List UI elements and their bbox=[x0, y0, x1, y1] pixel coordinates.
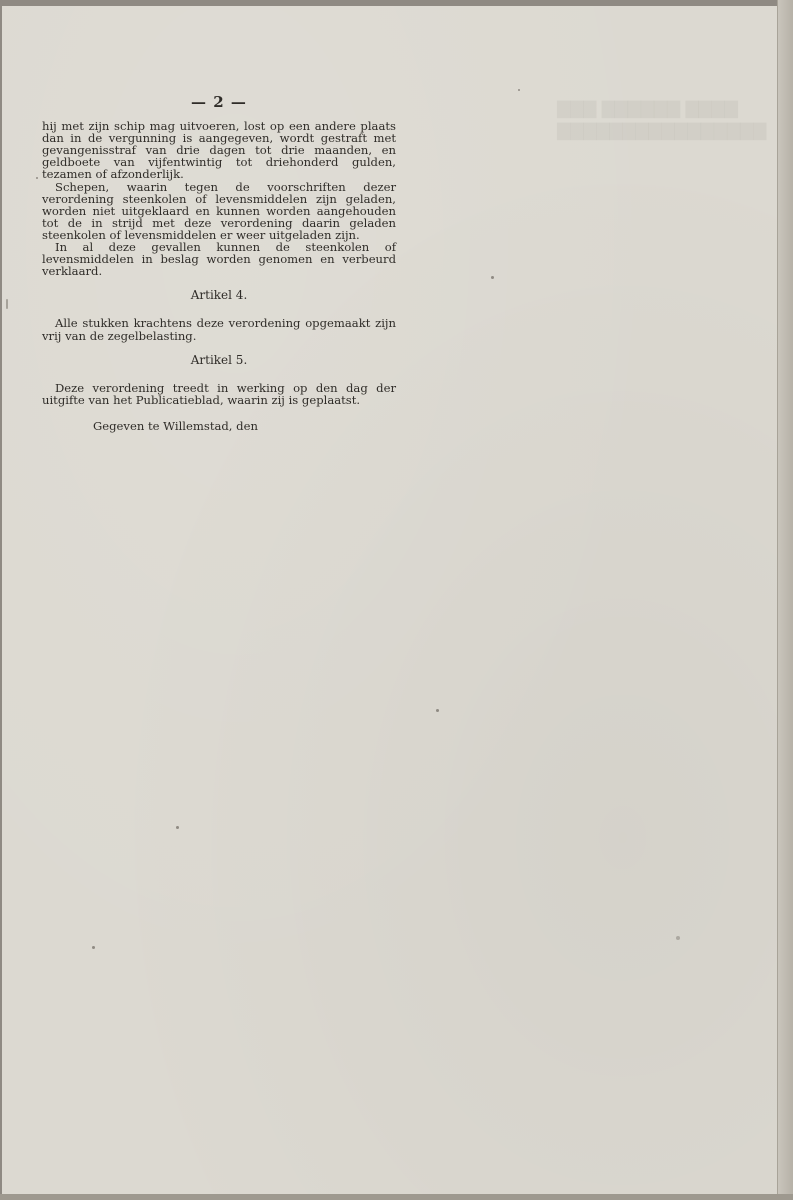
paper-speck bbox=[36, 177, 38, 179]
article-5-heading: Artikel 5. bbox=[190, 352, 248, 367]
bleed-through-shadow: ▇▇▇ ▇▇▇▇▇▇ ▇▇▇▇ ▇▇▇▇▇▇▇▇▇▇▇▇▇▇▇▇ bbox=[557, 99, 767, 141]
paper-speck bbox=[92, 946, 95, 949]
article-4-heading: Artikel 4. bbox=[190, 288, 248, 303]
paper-speck bbox=[676, 936, 680, 940]
article-4-text: Alle stukken krachtens deze verordening opgemaakt zijn vrij van de zegelbelasting. bbox=[42, 316, 396, 343]
paragraph-penalty: hij met zijn schip mag uitvoeren, lost op een andere plaats dan in de vergunning is aangegeven, wordt gestraft met gevangenisstraf van drie dagen tot drie maanden, en geldboete van vijfentwintig tot driehonderd gulden, tezamen of afzonderlijk. bbox=[42, 119, 396, 182]
scan-edge-bottom bbox=[0, 1194, 793, 1200]
paper-speck bbox=[518, 89, 520, 91]
paper-speck bbox=[6, 299, 8, 309]
page-number: — 2 — bbox=[191, 93, 247, 111]
paper-sheet bbox=[2, 6, 778, 1194]
article-5-text: Deze verordening treedt in werking op den dag der uitgifte van het Publicatieblad, waarin zij is geplaatst. bbox=[42, 380, 396, 407]
signoff-line: Gegeven te Willemstad, den bbox=[93, 418, 258, 433]
paragraph-ships: Schepen, waarin tegen de voorschriften dezer verordening steenkolen of levensmiddelen zijn geladen, worden niet uitgeklaard en kunnen worden aangehouden tot de in strijd met deze verordening daarin geladen steenkolen of levensmiddelen er weer uitgeladen zijn. bbox=[42, 179, 396, 242]
paragraph-seizure: In al deze gevallen kunnen de steenkolen of levensmiddelen in beslag worden genomen en verbeurd verklaard. bbox=[42, 240, 396, 279]
scan-edge-right bbox=[777, 0, 793, 1200]
paper-speck bbox=[436, 709, 439, 712]
document-text bbox=[42, 93, 396, 433]
paper-speck bbox=[176, 826, 179, 829]
paper-speck bbox=[491, 276, 494, 279]
